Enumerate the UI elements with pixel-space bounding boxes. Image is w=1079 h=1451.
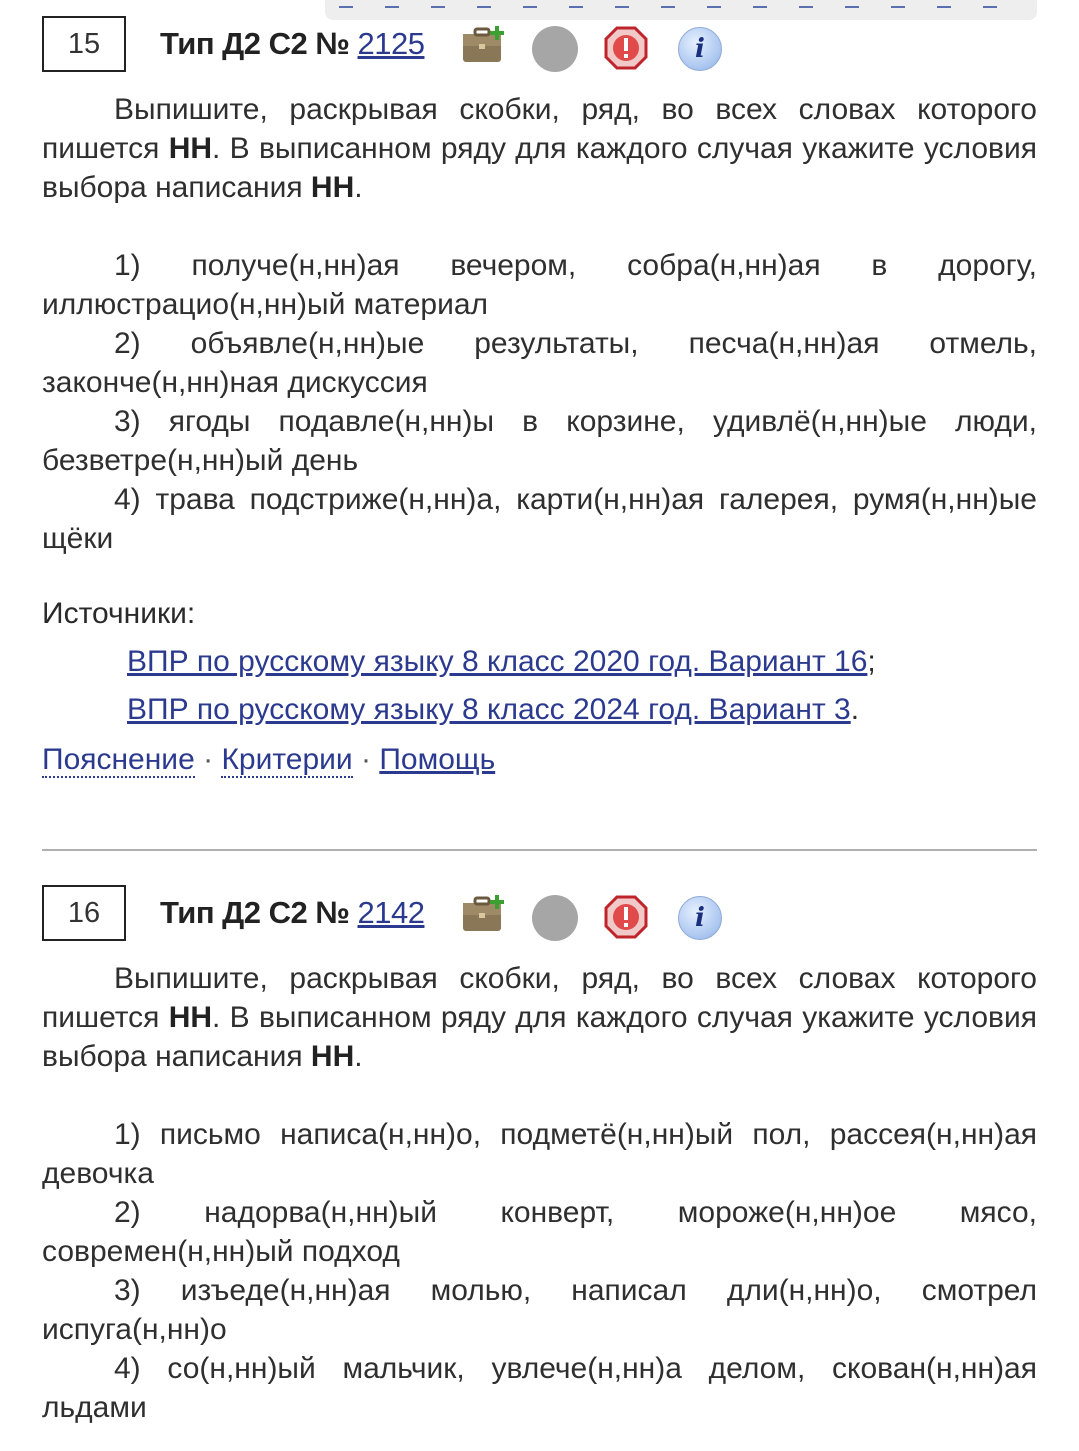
problem-type-label: Тип Д2 С2 № [160,895,358,930]
source-item [127,645,1037,679]
answer-option: 2) объявле(н,нн)ые результаты, песча(н,нн)ая отмель, законче(н,нн)ная дискуссия [42,327,1037,399]
task-text-part: Выпишите, раскрывая скобки, ряд, во всех словах которого пишется [42,93,1037,165]
problem-number: 16 [42,885,126,941]
link-separator: · [352,743,380,776]
info-icon[interactable]: i [678,27,722,71]
gray-circle-icon[interactable] [532,895,578,941]
answer-option: 1) письмо написа(н,нн)о, подметё(н,нн)ый пол, рассея(н,нн)ая девочка [42,1118,1037,1190]
link-separator: · [194,743,222,776]
source-separator: . [850,693,860,726]
task-text [42,959,1037,1076]
answer-options [42,1115,1037,1427]
task-text [42,90,1037,207]
problem-type [160,26,424,62]
source-item [127,693,1037,727]
alert-icon[interactable] [604,895,648,939]
answer-options [42,246,1037,558]
alert-icon[interactable] [604,26,648,70]
source-link[interactable]: ВПР по русскому языку 8 класс 2024 год. Вариант 3 [127,693,851,726]
briefcase-add-icon[interactable] [460,893,506,935]
problem-type-label: Тип Д2 С2 № [160,26,358,61]
task-text-bold: НН [168,1001,213,1034]
task-text-part: . В выписанном ряду для каждого случая укажите условия выбора написания [42,1001,1037,1073]
problem-type [160,895,424,931]
answer-option: 1) получе(н,нн)ая вечером, собра(н,нн)ая в дорогу, иллюстрацио(н,нн)ый материал [42,249,1037,321]
problem-number: 15 [42,16,126,72]
problem-15 [42,16,1037,777]
gray-circle-icon[interactable] [532,26,578,72]
sources-title: Источники: [42,597,196,630]
answer-option: 4) трава подстриже(н,нн)а, карти(н,нн)ая галерея, румя(н,нн)ые щёки [42,483,1037,555]
problem-16 [42,885,1037,1427]
task-text-bold: НН [310,171,355,204]
task-text-part: . В выписанном ряду для каждого случая укажите условия выбора написания [42,132,1037,204]
help-link[interactable]: Помощь [379,743,496,776]
problem-id-link[interactable]: 2142 [357,895,425,930]
problem-id-link[interactable]: 2125 [357,26,425,61]
toolbar-links-strip[interactable] [339,6,1023,8]
task-text-part: Выпишите, раскрывая скобки, ряд, во всех словах которого пишется [42,962,1037,1034]
briefcase-add-icon[interactable] [460,24,506,66]
problem-header [42,885,1037,945]
answer-option: 4) со(н,нн)ый мальчик, увлече(н,нн)а делом, скован(н,нн)ая льдами [42,1352,1037,1424]
problem-divider [42,849,1037,851]
source-separator: ; [867,645,876,678]
source-link[interactable]: ВПР по русскому языку 8 класс 2020 год. Вариант 16 [127,645,868,678]
explanation-link[interactable]: Пояснение [42,743,195,776]
problem-header [42,16,1037,76]
answer-option: 3) ягоды подавле(н,нн)ы в корзине, удивлё(н,нн)ые люди, безветре(н,нн)ый день [42,405,1037,477]
task-text-part: . [354,1040,363,1073]
problem-links [42,743,1037,777]
task-text-part: . [354,171,363,204]
task-text-bold: НН [310,1040,355,1073]
info-icon[interactable]: i [678,896,722,940]
answer-option: 2) надорва(н,нн)ый конверт, мороже(н,нн)ое мясо, современ(н,нн)ый подход [42,1196,1037,1268]
task-text-bold: НН [168,132,213,165]
criteria-link[interactable]: Критерии [221,743,353,776]
answer-option: 3) изъеде(н,нн)ая молью, написал дли(н,нн)о, смотрел испуга(н,нн)о [42,1274,1037,1346]
